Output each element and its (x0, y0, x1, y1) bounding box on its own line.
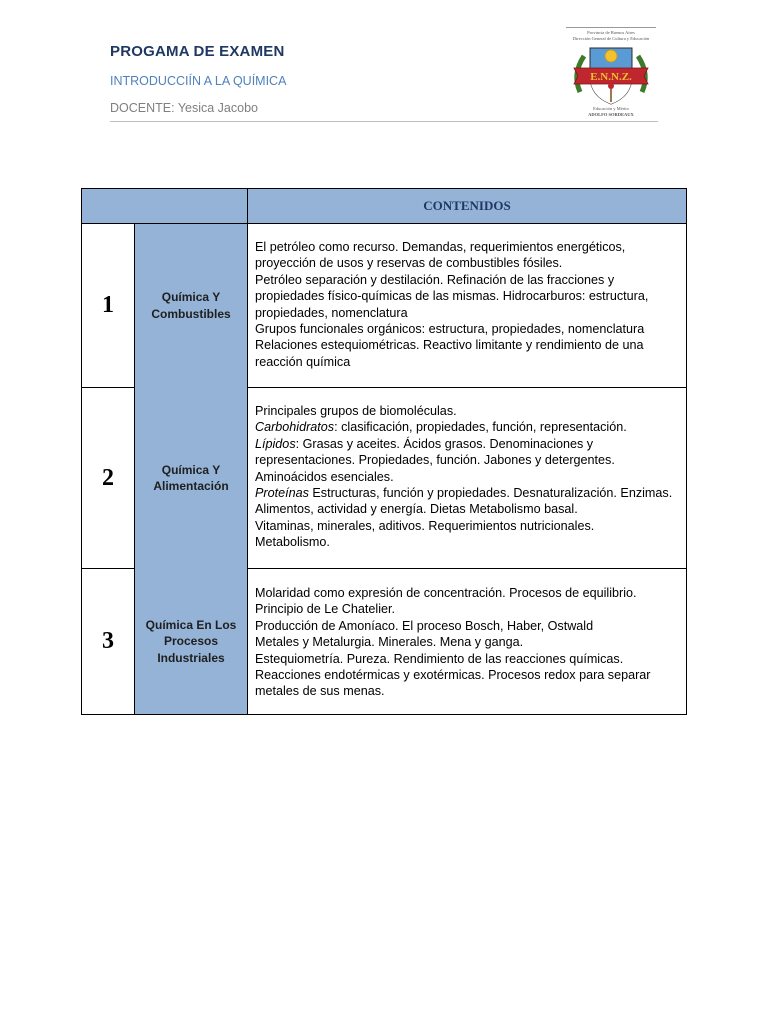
row-topic: Química En Los Procesos Industriales (145, 617, 237, 665)
logo-top-rule (566, 27, 656, 28)
row-contents (247, 569, 686, 714)
row-number: 1 (102, 292, 114, 318)
row-number: 3 (102, 628, 114, 654)
content-line: representaciones. Propiedades, función. Jabones y detergentes. (255, 453, 615, 468)
content-line: Proteínas Estructuras, función y propiedades. Desnaturalización. Enzimas. (255, 486, 673, 501)
header-divider (110, 121, 658, 122)
content-line: Carbohidratos: clasificación, propiedades, función, representación. (255, 420, 627, 435)
content-line: proyección de usos y reservas de combustibles fósiles. (255, 256, 563, 271)
row-contents (247, 388, 686, 568)
content-line: Metales y Metalurgia. Minerales. Mena y ganga. (255, 635, 524, 650)
content-line: Reacciones endotérmicas y exotérmicas. Procesos redox para separar (255, 668, 651, 683)
content-line: propiedades, nomenclatura (255, 305, 408, 320)
contents-table (81, 188, 687, 715)
course-subtitle: INTRODUCCIÍN A LA QUÍMICA (110, 74, 287, 88)
school-emblem-icon (566, 42, 656, 110)
exam-program-title: PROGAMA DE EXAMEN (110, 43, 285, 60)
content-line: Lípidos: Grasas y aceites. Ácidos grasos. Denominaciones y (255, 436, 594, 451)
content-line: Petróleo separación y destilación. Refinación de las fracciones y (255, 272, 615, 287)
school-logo (566, 27, 656, 120)
content-line: Grupos funcionales orgánicos: estructura, propiedades, nomenclatura (255, 322, 645, 337)
content-line: propiedades físico-químicas de las mismas. Hidrocarburos: estructura, (255, 289, 649, 304)
teacher-name: DOCENTE: Yesica Jacobo (110, 101, 258, 115)
table-row (82, 224, 686, 387)
logo-direction-text: Dirección General de Cultura y Educación (572, 36, 650, 41)
content-line: Principio de Le Chatelier. (255, 602, 396, 617)
row-number: 2 (102, 464, 114, 491)
content-line: Molaridad como expresión de concentración. Procesos de equilibrio. (255, 586, 637, 600)
content-line: Producción de Amoníaco. El proceso Bosch, Haber, Ostwald (255, 618, 594, 633)
row-contents (247, 224, 686, 387)
logo-province-text: Provincia de Buenos Aires (587, 30, 635, 35)
content-line: metales de sus menas. (255, 684, 385, 699)
content-line: Vitaminas, minerales, aditivos. Requerimientos nutricionales. (255, 518, 595, 533)
content-line: Aminoácidos esenciales. (255, 469, 394, 484)
contents-column-header: CONTENIDOS (247, 189, 686, 223)
table-row (82, 388, 686, 568)
logo-badge-text: E.N.N.Z. (590, 71, 632, 83)
logo-motto-text: Educación y Mérito (593, 106, 629, 111)
content-line: Metabolismo. (255, 535, 330, 550)
content-line: Estequiometría. Pureza. Rendimiento de las reacciones químicas. (255, 651, 624, 666)
row-topic: Química Y Combustibles (151, 290, 231, 321)
content-line: reacción química (255, 354, 351, 369)
table-row (82, 569, 686, 714)
content-line: Principales grupos de biomoléculas. (255, 404, 457, 418)
row-topic: Química Y Alimentación (153, 462, 229, 493)
content-line: El petróleo como recurso. Demandas, requerimientos energéticos, (255, 240, 626, 254)
logo-school-name-text: ADOLFO SORDEAUX (588, 112, 634, 117)
content-line: Alimentos, actividad y energía. Dietas Metabolismo basal. (255, 502, 578, 517)
content-line: Relaciones estequiométricas. Reactivo limitante y rendimiento de una (255, 338, 644, 353)
